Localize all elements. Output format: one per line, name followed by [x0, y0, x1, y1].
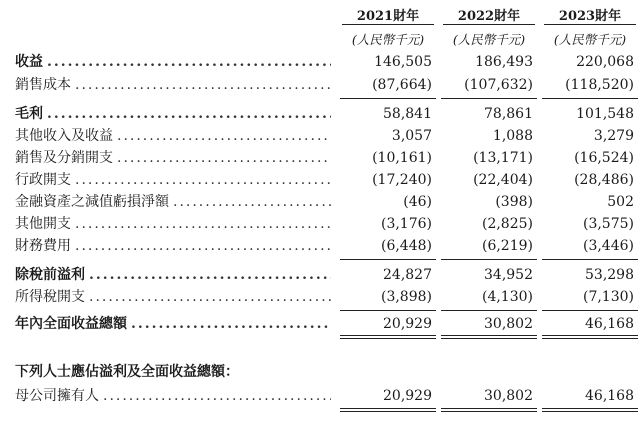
subtotal-rule	[542, 98, 638, 99]
row-value-2022: (13,171)	[473, 150, 533, 166]
row-value-2022: (4,130)	[481, 289, 533, 305]
subtotal-rule	[340, 98, 436, 99]
row-value-2021: (46)	[403, 194, 432, 210]
row-value-2021: 20,929	[383, 316, 432, 332]
row-value-2023: (7,130)	[582, 289, 634, 305]
row-value-2021: (3,898)	[380, 289, 432, 305]
row-admin-expenses	[0, 169, 640, 191]
unit-label-2021: (人民幣千元)	[351, 32, 425, 47]
row-profit-before-tax	[0, 264, 640, 286]
row-value-2022: (22,404)	[473, 172, 533, 188]
row-value-2023: 53,298	[585, 267, 634, 283]
row-total-comprehensive-income	[0, 313, 640, 335]
unit-label-2022: (人民幣千元)	[452, 32, 526, 47]
row-value-2021: 24,827	[383, 267, 432, 283]
total-double-rule	[441, 335, 537, 339]
row-value-2021: (10,161)	[372, 150, 432, 166]
row-label: 年內全面收益總額 .....	[15, 313, 331, 335]
row-value-2023: (3,446)	[582, 238, 634, 254]
year-header-2023: 2023財年	[542, 5, 638, 24]
row-label: 行政開支 .....	[15, 169, 331, 191]
row-cost-of-sales	[0, 74, 640, 96]
row-revenue	[0, 51, 640, 73]
row-value-2021: 58,841	[383, 106, 432, 122]
row-other-expenses	[0, 213, 640, 235]
row-value-2022: (6,219)	[481, 238, 533, 254]
total-double-rule	[542, 408, 638, 412]
row-value-2022: 34,952	[484, 267, 533, 283]
row-value-2021: (87,664)	[372, 77, 432, 93]
row-label: 收益 .....	[15, 51, 331, 73]
row-value-2023: 3,279	[593, 128, 634, 144]
row-value-2022: (2,825)	[481, 216, 533, 232]
row-value-2021: 3,057	[391, 128, 432, 144]
row-label: 其他開支 .....	[15, 213, 331, 235]
subtotal-rule	[542, 310, 638, 311]
row-value-2022: 78,861	[484, 106, 533, 122]
subtotal-rule	[441, 98, 537, 99]
row-owners-of-parent	[0, 385, 640, 407]
row-value-2022: 186,493	[475, 54, 533, 70]
row-gross-profit	[0, 103, 640, 125]
row-value-2023: 46,168	[585, 316, 634, 332]
row-value-2022: (398)	[495, 194, 533, 210]
row-finance-costs	[0, 235, 640, 257]
row-label: 財務費用 .....	[15, 235, 331, 257]
subtotal-rule	[441, 259, 537, 260]
subtotal-rule	[340, 259, 436, 260]
year-header-2021: 2021財年	[340, 5, 436, 24]
total-double-rule	[542, 335, 638, 339]
row-value-2023: (28,486)	[574, 172, 634, 188]
row-value-2021: 146,505	[374, 54, 432, 70]
row-impairment-losses	[0, 191, 640, 213]
total-double-rule	[340, 335, 436, 339]
row-value-2021: (6,448)	[380, 238, 432, 254]
row-value-2023: 220,068	[576, 54, 634, 70]
row-label: 銷售及分銷開支 .....	[15, 147, 331, 169]
row-value-2023: (3,575)	[582, 216, 634, 232]
row-other-income	[0, 125, 640, 147]
row-label: 其他收入及收益 .....	[15, 125, 331, 147]
row-value-2022: 30,802	[484, 388, 533, 404]
row-value-2023: 46,168	[585, 388, 634, 404]
row-selling-expenses	[0, 147, 640, 169]
row-label: 毛利 .....	[15, 103, 331, 125]
row-value-2023: (16,524)	[574, 150, 634, 166]
row-value-2023: 101,548	[576, 106, 634, 122]
subtotal-rule	[441, 310, 537, 311]
row-label: 金融資產之減值虧損淨額 .....	[15, 191, 331, 213]
subtotal-rule	[340, 310, 436, 311]
row-value-2021: (17,240)	[372, 172, 432, 188]
row-value-2022: 1,088	[492, 128, 533, 144]
row-value-2022: 30,802	[484, 316, 533, 332]
attribution-heading: 下列人士應佔溢利及全面收益總額：	[15, 364, 239, 380]
row-value-2023: 502	[607, 194, 634, 210]
row-value-2023: (118,520)	[565, 77, 634, 93]
total-double-rule	[441, 408, 537, 412]
year-header-2022: 2022財年	[441, 5, 537, 24]
row-label: 所得稅開支 .....	[15, 286, 331, 308]
total-double-rule	[340, 408, 436, 412]
row-label: 銷售成本 .....	[15, 74, 331, 96]
row-label: 母公司擁有人 .....	[15, 385, 331, 407]
row-value-2021: 20,929	[383, 388, 432, 404]
row-value-2021: (3,176)	[380, 216, 432, 232]
row-income-tax	[0, 286, 640, 308]
row-value-2022: (107,632)	[464, 77, 533, 93]
unit-label-2023: (人民幣千元)	[553, 32, 627, 47]
subtotal-rule	[542, 259, 638, 260]
row-label: 除稅前溢利 .....	[15, 264, 331, 286]
